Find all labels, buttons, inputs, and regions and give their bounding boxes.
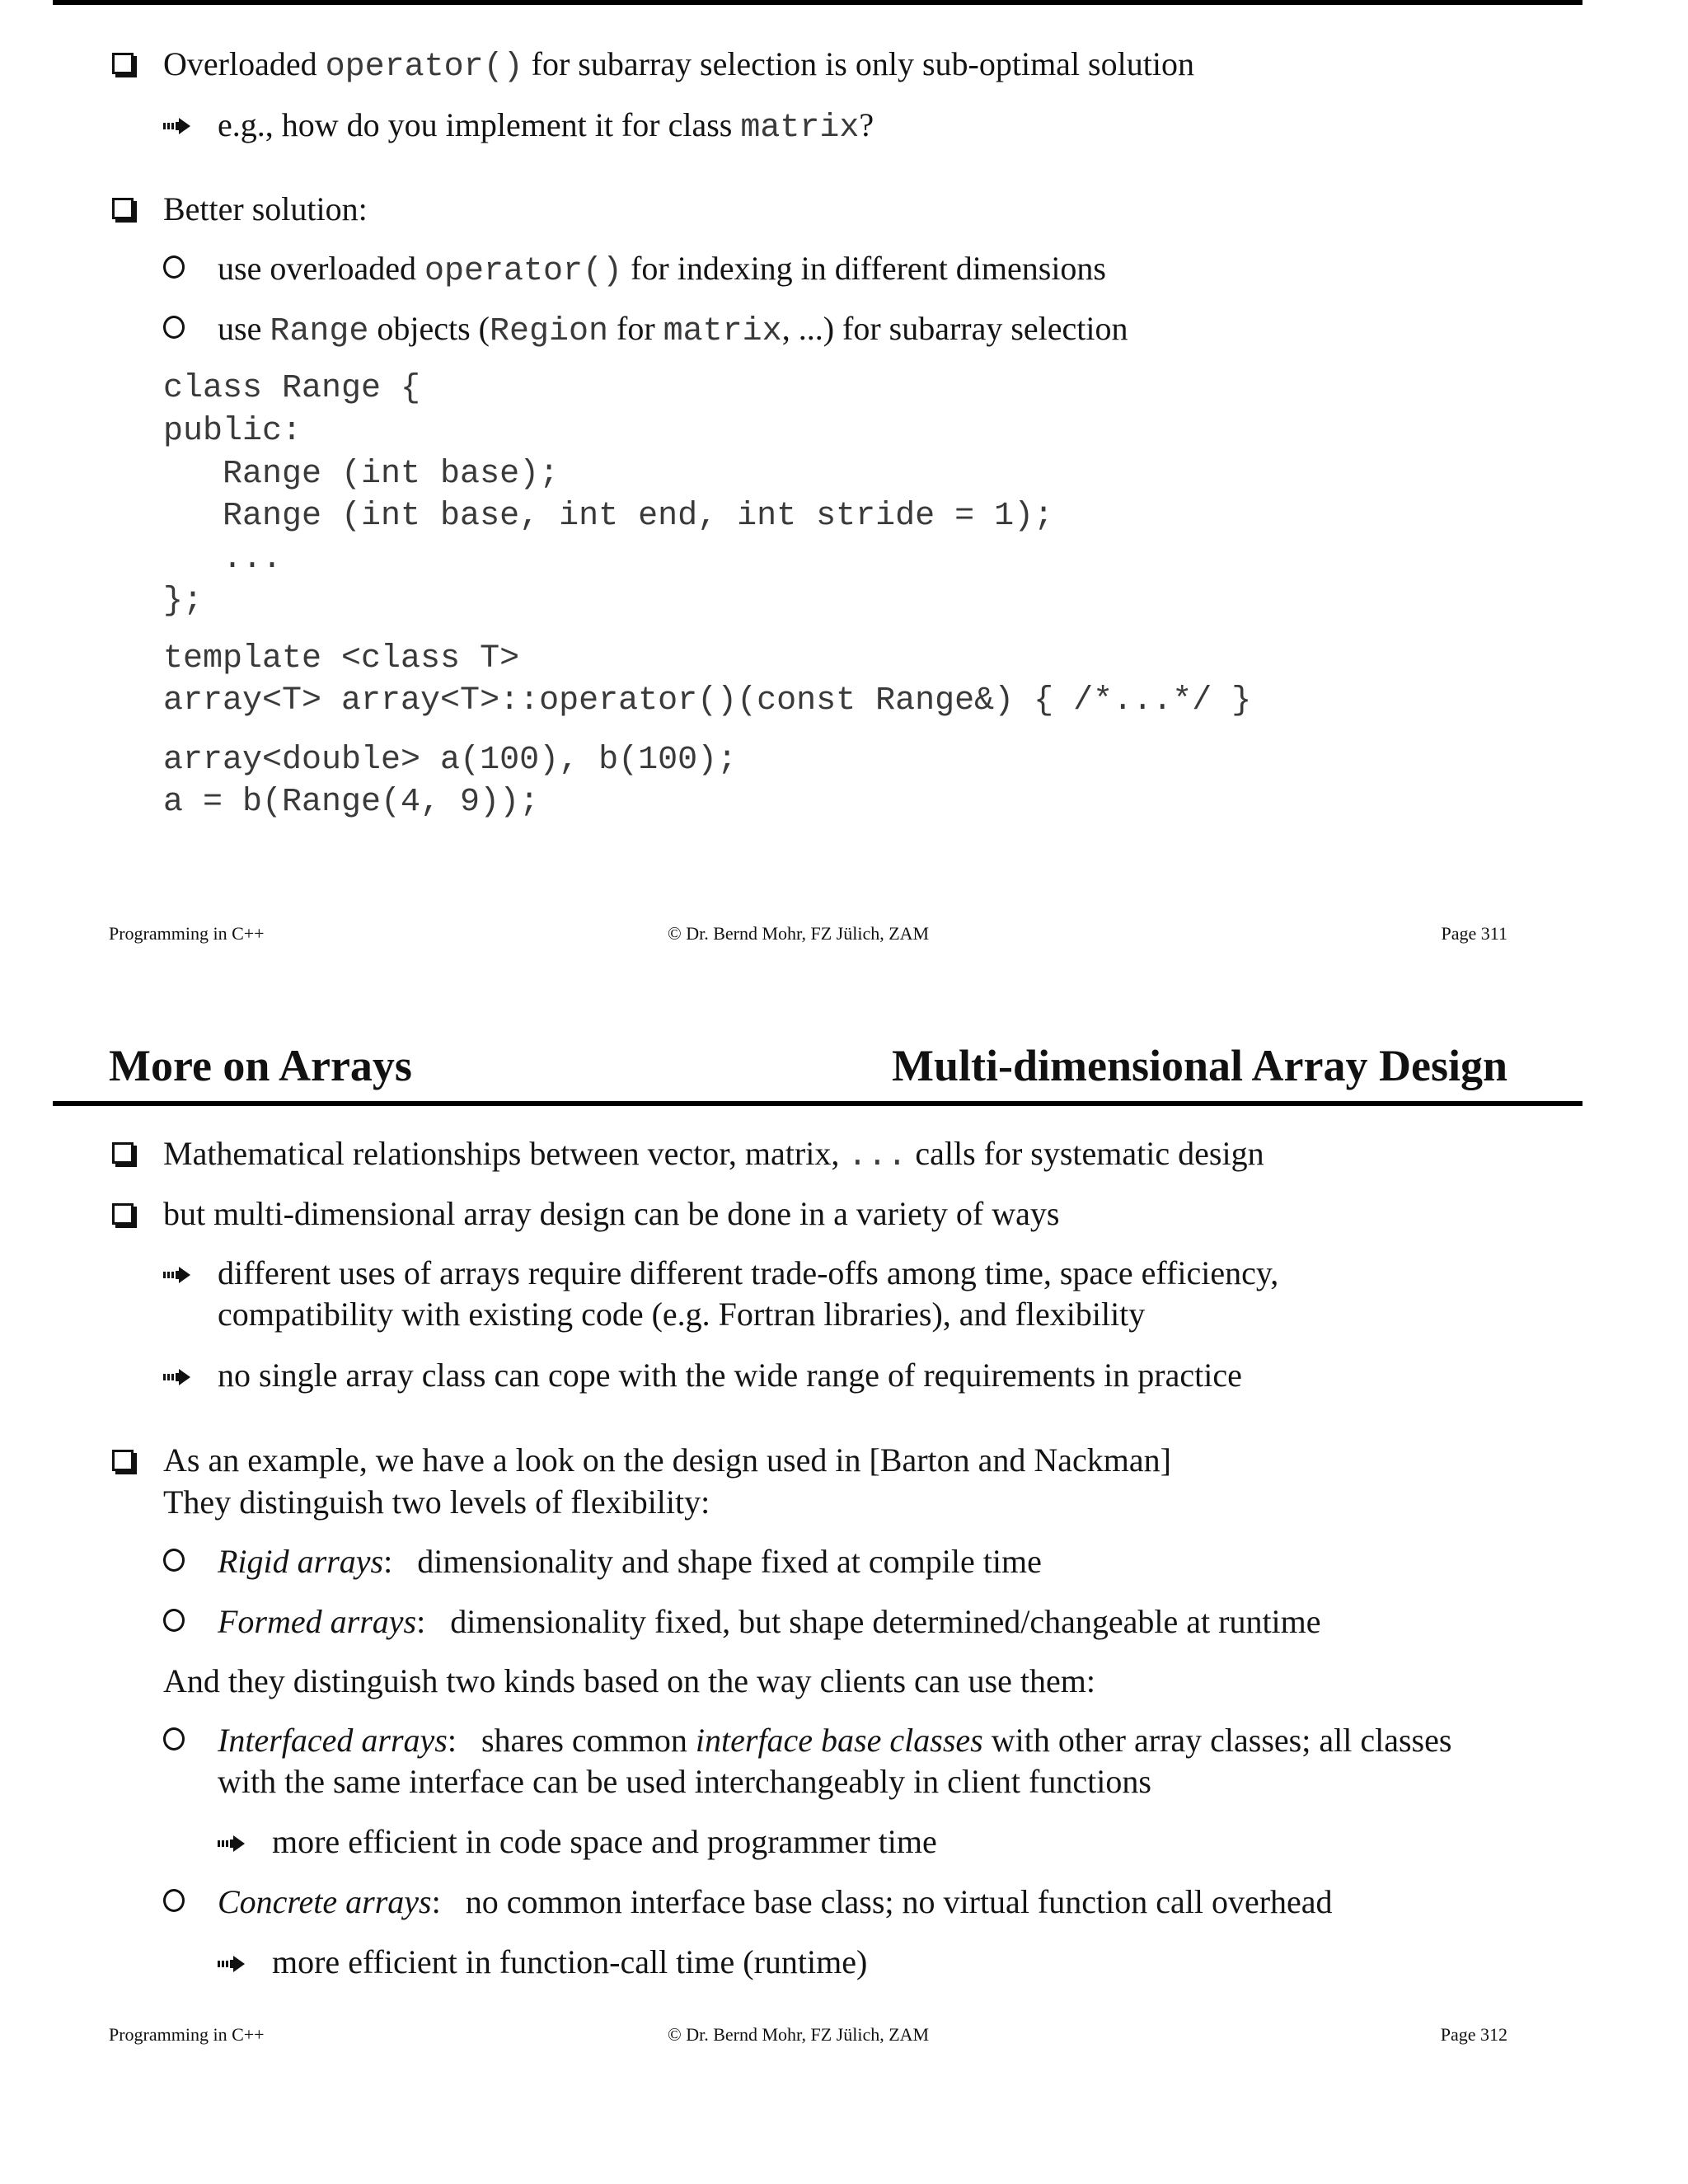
circle-item-concrete xyxy=(218,1882,1333,1922)
bullet-operator-suboptimal xyxy=(163,45,1194,87)
bullet-text: Better solution: xyxy=(163,190,368,227)
item-text: : shares common xyxy=(447,1722,696,1759)
code-line: Range (int base); xyxy=(163,456,560,493)
code-inline: matrix xyxy=(663,313,782,350)
square-bullet-icon xyxy=(112,53,134,74)
item-text: for indexing in different dimensions xyxy=(622,250,1106,287)
bullet-variety-of-ways: but multi-dimensional array design can be done in a variety of ways xyxy=(163,1195,1060,1232)
footer-page-number: Page 312 xyxy=(1440,2024,1507,2045)
code-line: class Range { xyxy=(163,370,421,407)
circle-item-interfaced xyxy=(218,1721,1451,1760)
arrow-bullet-icon xyxy=(218,1955,246,1973)
code-inline: operator() xyxy=(325,49,523,86)
item-text: : dimensionality fixed, but shape determined/changeable at runtime xyxy=(416,1603,1321,1640)
sub-trade-offs-line2: compatibility with existing code (e.g. Fortran libraries), and flexibility xyxy=(218,1296,1146,1333)
item-text: : dimensionality and shape fixed at compile time xyxy=(383,1543,1042,1580)
item-text: , ...) for subarray selection xyxy=(781,310,1128,347)
sub-trade-offs-line1: different uses of arrays require different trade-offs among time, space efficiency, xyxy=(218,1254,1279,1291)
arrow-bullet-icon xyxy=(163,117,191,135)
circle-bullet-icon xyxy=(163,1889,185,1912)
term-italic: interface base classes xyxy=(695,1722,983,1759)
arrow-bullet-icon xyxy=(218,1835,246,1853)
sub-matrix-question xyxy=(218,105,874,148)
square-bullet-icon xyxy=(112,1142,134,1164)
arrow-bullet-icon xyxy=(163,1368,191,1386)
circle-bullet-icon xyxy=(163,1727,185,1750)
page-title-left: More on Arrays xyxy=(109,1041,412,1090)
title-rule xyxy=(53,1101,1582,1106)
bullet-better-solution xyxy=(163,190,368,229)
circle-item-rigid xyxy=(218,1542,1042,1582)
code-line: ... xyxy=(163,541,283,578)
square-bullet-icon xyxy=(112,1450,134,1471)
item-text: for xyxy=(608,310,663,347)
circle-item-indexing xyxy=(218,249,1106,292)
code-inline: matrix xyxy=(740,110,860,147)
square-bullet-icon xyxy=(112,1203,134,1225)
circle-bullet-icon xyxy=(163,1549,185,1572)
circle-item-formed xyxy=(218,1602,1321,1642)
code-inline: Range xyxy=(270,313,369,350)
circle-item-range xyxy=(218,309,1128,352)
code-line: }; xyxy=(163,583,204,620)
code-line: Range (int base, int end, int stride = 1); xyxy=(163,498,1054,535)
item-text: use xyxy=(218,310,270,347)
code-inline: operator() xyxy=(424,253,623,290)
footer-page-number: Page 311 xyxy=(1441,923,1507,944)
sub-no-single-class: no single array class can cope with the wide range of requirements in practice xyxy=(218,1357,1242,1394)
term-italic: Formed arrays xyxy=(218,1603,417,1640)
arrow-bullet-icon xyxy=(163,1266,191,1284)
circle-bullet-icon xyxy=(163,316,185,339)
circle-bullet-icon xyxy=(163,1609,185,1632)
code-line: array<double> a(100), b(100); xyxy=(163,742,738,779)
bullet-text: Overloaded xyxy=(163,45,326,82)
circle-item-interfaced-line2: with the same interface can be used interchangeably in client functions xyxy=(218,1763,1151,1800)
footer-center: © Dr. Bernd Mohr, FZ Jülich, ZAM xyxy=(668,2024,930,2045)
bullet-barton-nackman: As an example, we have a look on the design used in [Barton and Nackman] xyxy=(163,1441,1171,1479)
footer-left: Programming in C++ xyxy=(109,2024,265,2045)
code-line: template <class T> xyxy=(163,640,520,677)
sub-function-call-time: more efficient in function-call time (runtime) xyxy=(272,1943,868,1980)
item-text: with other array classes; all classes xyxy=(982,1722,1452,1759)
kinds-intro: And they distinguish two kinds based on the way clients can use them: xyxy=(163,1662,1095,1699)
item-text: : no common interface base class; no virtual function call overhead xyxy=(431,1883,1333,1920)
bullet-text: for subarray selection is only sub-optimal solution xyxy=(523,45,1194,82)
code-inline: Region xyxy=(489,313,609,350)
code-inline: ... xyxy=(847,1138,907,1175)
sub-code-space: more efficient in code space and programmer time xyxy=(272,1823,937,1860)
top-rule xyxy=(53,0,1582,5)
term-italic: Interfaced arrays xyxy=(218,1722,448,1759)
code-line: array<T> array<T>::operator()(const Range&) { /*...*/ } xyxy=(163,682,1252,719)
term-italic: Concrete arrays xyxy=(218,1883,432,1920)
page-title-right: Multi-dimensional Array Design xyxy=(891,1041,1507,1090)
item-text: use overloaded xyxy=(218,250,425,287)
bullet-mathematical-relationships xyxy=(163,1134,1264,1177)
bullet-text: Mathematical relationships between vector, matrix, xyxy=(163,1135,848,1172)
footer-center: © Dr. Bernd Mohr, FZ Jülich, ZAM xyxy=(668,923,930,944)
sub-text: e.g., how do you implement it for class xyxy=(218,106,741,143)
bullet-text: calls for systematic design xyxy=(907,1135,1264,1172)
sub-text: ? xyxy=(859,106,874,143)
code-line: a = b(Range(4, 9)); xyxy=(163,784,540,821)
code-line: public: xyxy=(163,413,302,450)
footer-left: Programming in C++ xyxy=(109,923,265,944)
square-bullet-icon xyxy=(112,198,134,219)
circle-bullet-icon xyxy=(163,255,185,279)
bullet-two-levels: They distinguish two levels of flexibility: xyxy=(163,1483,710,1521)
term-italic: Rigid arrays xyxy=(218,1543,384,1580)
item-text: objects ( xyxy=(368,310,490,347)
